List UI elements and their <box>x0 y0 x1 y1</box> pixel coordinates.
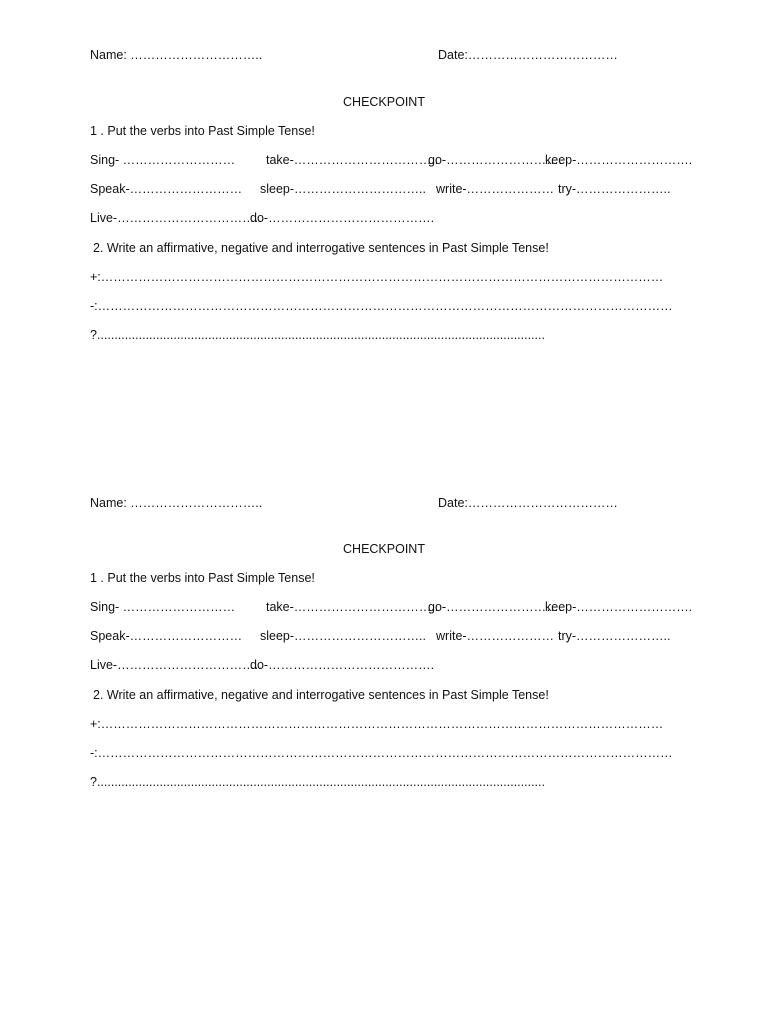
verb-speak-field[interactable]: Speak-……………………… <box>90 182 243 196</box>
task-2-instruction: 2. Write an affirmative, negative and interrogative sentences in Past Simple Tense! <box>93 688 549 702</box>
verb-do-field[interactable]: do-…………………………………. <box>250 211 435 225</box>
verb-keep-field[interactable]: keep-………………………. <box>545 153 693 167</box>
verb-sing-field[interactable]: Sing- ……………………… <box>90 600 236 614</box>
verb-speak-field[interactable]: Speak-……………………… <box>90 629 243 643</box>
worksheet-1 <box>0 0 768 400</box>
worksheet-title: CHECKPOINT <box>343 95 425 109</box>
verb-sing-field[interactable]: Sing- ……………………… <box>90 153 236 167</box>
interrogative-sentence-field[interactable]: ?................................................................................................................................. <box>90 775 545 789</box>
negative-sentence-field[interactable]: -:………………………………………………………………………………………………………………………… <box>90 746 673 760</box>
verb-sleep-field[interactable]: sleep-………………………….. <box>260 182 426 196</box>
verb-take-field[interactable]: take-…………………………….. <box>266 153 439 167</box>
date-field[interactable]: Date:……………………………… <box>438 48 618 62</box>
verb-do-field[interactable]: do-…………………………………. <box>250 658 435 672</box>
name-field[interactable]: Name: ………………………….. <box>90 48 263 62</box>
date-field[interactable]: Date:……………………………… <box>438 496 618 510</box>
worksheet-2 <box>0 447 768 847</box>
verb-write-field[interactable]: write-………………… <box>436 182 555 196</box>
verb-try-field[interactable]: try-………………….. <box>558 182 671 196</box>
affirmative-sentence-field[interactable]: +:……………………………………………………………………………………………………………………… <box>90 717 664 731</box>
verb-go-field[interactable]: go-………………………. <box>428 600 563 614</box>
task-1-instruction: 1 . Put the verbs into Past Simple Tense! <box>90 124 315 138</box>
name-field[interactable]: Name: ………………………….. <box>90 496 263 510</box>
interrogative-sentence-field[interactable]: ?................................................................................................................................. <box>90 328 545 342</box>
verb-go-field[interactable]: go-………………………. <box>428 153 563 167</box>
worksheet-title: CHECKPOINT <box>343 542 425 556</box>
task-2-instruction: 2. Write an affirmative, negative and interrogative sentences in Past Simple Tense! <box>93 241 549 255</box>
affirmative-sentence-field[interactable]: +:……………………………………………………………………………………………………………………… <box>90 270 664 284</box>
verb-live-field[interactable]: Live-…………………………….. <box>90 658 262 672</box>
verb-try-field[interactable]: try-………………….. <box>558 629 671 643</box>
verb-live-field[interactable]: Live-…………………………….. <box>90 211 262 225</box>
task-1-instruction: 1 . Put the verbs into Past Simple Tense! <box>90 571 315 585</box>
verb-keep-field[interactable]: keep-………………………. <box>545 600 693 614</box>
verb-write-field[interactable]: write-………………… <box>436 629 555 643</box>
verb-take-field[interactable]: take-…………………………….. <box>266 600 439 614</box>
negative-sentence-field[interactable]: -:………………………………………………………………………………………………………………………… <box>90 299 673 313</box>
verb-sleep-field[interactable]: sleep-………………………….. <box>260 629 426 643</box>
